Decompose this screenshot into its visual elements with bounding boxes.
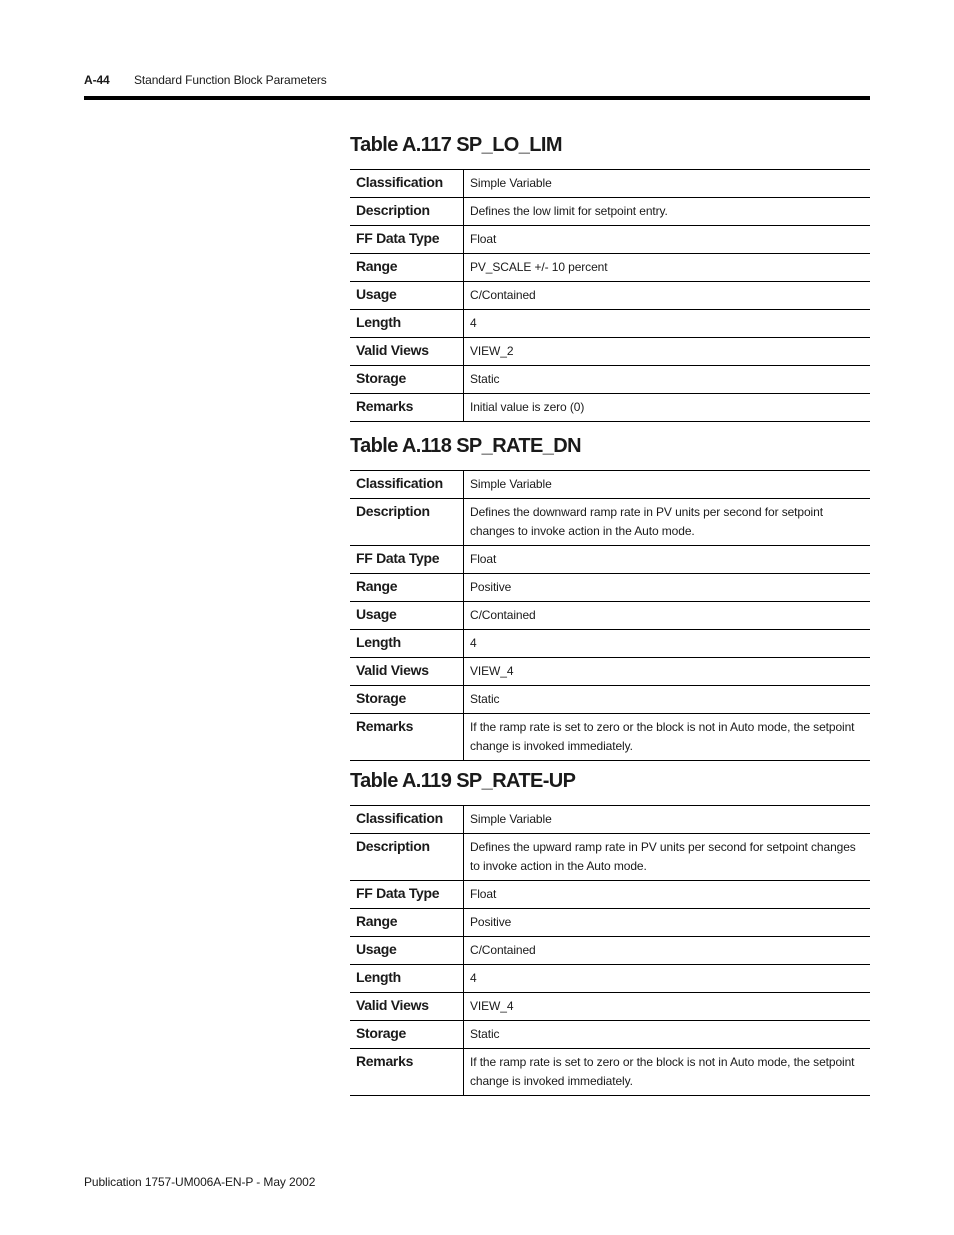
table-row: [350, 602, 870, 630]
table-row: [350, 714, 870, 761]
row-label: Storage: [350, 1021, 464, 1049]
table-title: Table A.117 SP_LO_LIM: [350, 134, 562, 156]
row-value: 4: [464, 965, 871, 993]
page-number: A-44: [84, 73, 110, 87]
row-label: Range: [350, 574, 464, 602]
row-value: Simple Variable: [464, 471, 871, 499]
parameter-table: [350, 470, 870, 761]
row-label: Classification: [350, 471, 464, 499]
table-row: [350, 909, 870, 937]
row-value: Defines the low limit for setpoint entry.: [464, 198, 871, 226]
row-label: FF Data Type: [350, 546, 464, 574]
table-row: [350, 170, 870, 198]
row-value: Simple Variable: [464, 806, 871, 834]
table-row: [350, 658, 870, 686]
table-row: [350, 198, 870, 226]
row-label: Length: [350, 310, 464, 338]
row-label: Description: [350, 198, 464, 226]
row-value: Initial value is zero (0): [464, 394, 871, 422]
row-value: C/Contained: [464, 282, 871, 310]
table-row: [350, 546, 870, 574]
row-label: Usage: [350, 937, 464, 965]
table-title: Table A.118 SP_RATE_DN: [350, 435, 581, 457]
row-label: Description: [350, 499, 464, 546]
row-label: Remarks: [350, 394, 464, 422]
row-value: Static: [464, 686, 871, 714]
row-label: Remarks: [350, 1049, 464, 1096]
row-label: Storage: [350, 686, 464, 714]
row-value: PV_SCALE +/- 10 percent: [464, 254, 871, 282]
row-label: Storage: [350, 366, 464, 394]
table-row: [350, 965, 870, 993]
table-row: [350, 338, 870, 366]
row-value: VIEW_4: [464, 993, 871, 1021]
page-footer: Publication 1757-UM006A-EN-P - May 2002: [84, 1175, 316, 1189]
row-label: Usage: [350, 282, 464, 310]
row-label: FF Data Type: [350, 881, 464, 909]
row-value: Simple Variable: [464, 170, 871, 198]
table-row: [350, 254, 870, 282]
table-row: [350, 310, 870, 338]
row-label: Length: [350, 630, 464, 658]
row-value: Static: [464, 1021, 871, 1049]
row-label: Valid Views: [350, 338, 464, 366]
table-row: [350, 1021, 870, 1049]
row-value: Defines the downward ramp rate in PV units per second for setpoint changes to invoke action in the Auto mode.: [464, 499, 871, 546]
table-row: [350, 881, 870, 909]
row-label: Range: [350, 909, 464, 937]
row-value: Defines the upward ramp rate in PV units per second for setpoint changes to invoke action in the Auto mode.: [464, 834, 871, 881]
section-title: Standard Function Block Parameters: [134, 73, 327, 87]
table-row: [350, 834, 870, 881]
table-row: [350, 1049, 870, 1096]
table-sp-lo-lim: [350, 133, 870, 422]
row-value: 4: [464, 630, 871, 658]
row-label: Usage: [350, 602, 464, 630]
row-value: C/Contained: [464, 937, 871, 965]
row-value: If the ramp rate is set to zero or the block is not in Auto mode, the setpoint change is invoked immediately.: [464, 1049, 871, 1096]
table-row: [350, 282, 870, 310]
row-value: Float: [464, 881, 871, 909]
table-row: [350, 993, 870, 1021]
table-row: [350, 574, 870, 602]
table-title: Table A.119 SP_RATE-UP: [350, 770, 576, 792]
row-label: Range: [350, 254, 464, 282]
table-sp-rate-up: [350, 769, 870, 1096]
table-row: [350, 366, 870, 394]
table-sp-rate-dn: [350, 434, 870, 761]
row-value: Float: [464, 226, 871, 254]
table-row: [350, 937, 870, 965]
row-value: C/Contained: [464, 602, 871, 630]
row-value: Positive: [464, 574, 871, 602]
table-row: [350, 806, 870, 834]
table-row: [350, 471, 870, 499]
table-row: [350, 226, 870, 254]
row-label: Length: [350, 965, 464, 993]
table-row: [350, 394, 870, 422]
row-label: Description: [350, 834, 464, 881]
table-row: [350, 499, 870, 546]
parameter-table: [350, 805, 870, 1096]
page-header: [84, 73, 327, 87]
row-label: Classification: [350, 806, 464, 834]
parameter-table: [350, 169, 870, 422]
row-value: VIEW_2: [464, 338, 871, 366]
row-label: Classification: [350, 170, 464, 198]
row-label: Valid Views: [350, 658, 464, 686]
row-value: Positive: [464, 909, 871, 937]
row-value: Static: [464, 366, 871, 394]
header-rule: [84, 96, 870, 100]
row-value: 4: [464, 310, 871, 338]
table-row: [350, 686, 870, 714]
row-label: Valid Views: [350, 993, 464, 1021]
table-row: [350, 630, 870, 658]
row-label: FF Data Type: [350, 226, 464, 254]
row-value: VIEW_4: [464, 658, 871, 686]
row-value: Float: [464, 546, 871, 574]
row-value: If the ramp rate is set to zero or the block is not in Auto mode, the setpoint change is invoked immediately.: [464, 714, 871, 761]
row-label: Remarks: [350, 714, 464, 761]
